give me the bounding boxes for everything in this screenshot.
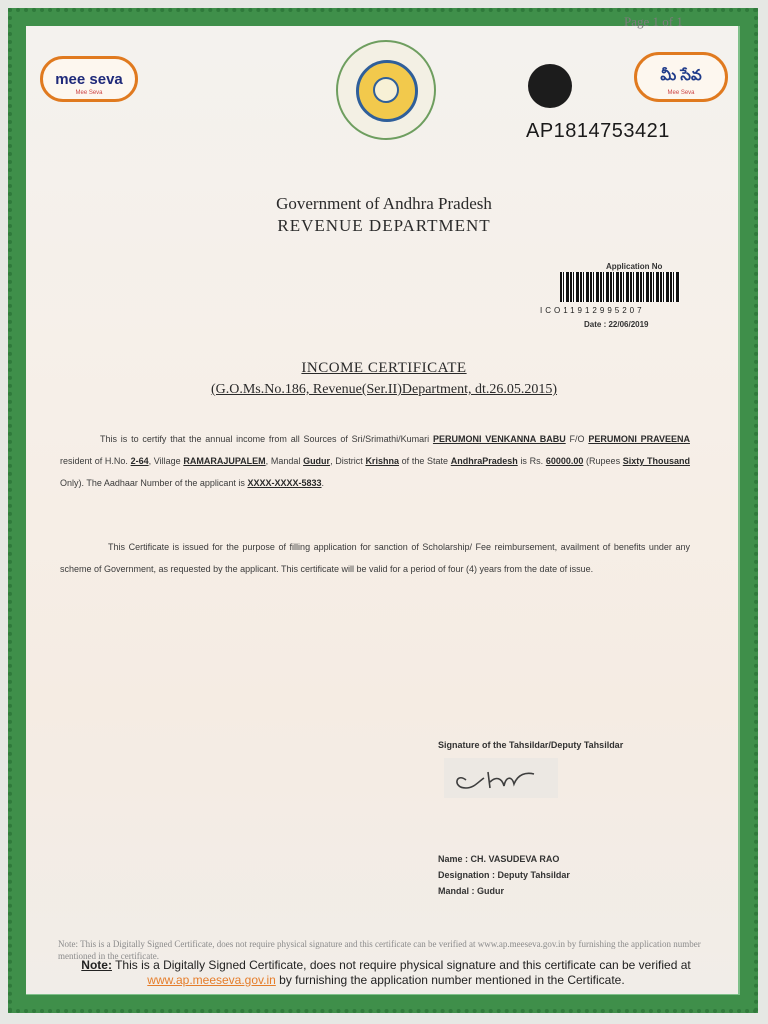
certificate-title: INCOME CERTIFICATE — [301, 360, 467, 376]
issue-date: Date : 22/06/2019 — [584, 320, 649, 329]
income-amount: 60000.00 — [545, 456, 584, 466]
andhra-pradesh-emblem-icon — [336, 40, 436, 140]
application-number: ICO11912995207 — [540, 306, 645, 315]
applicant-name: PERUMONI VENKANNA BABU — [432, 434, 566, 444]
income-amount-words: Sixty Thousand — [622, 456, 690, 466]
certificate-body-paragraph: This is to certify that the annual income from all Sources of Sri/Srimathi/Kumari PERUMONI VENKANNA BABU F/O PERUMONI PRAVEENA resident of H.No. 2-64, Village RAMARAJUPALEM, Mandal Gudur, District Krishna of the State AndhraPradesh is Rs. 60000.00 (Rupees Sixty Thousand Only). The Aadhaar Number of the applicant is XXXX-XXXX-5833. — [60, 434, 690, 488]
signatory-name: Name : CH. VASUDEVA RAO — [438, 854, 560, 864]
certificate-subtitle: (G.O.Ms.No.186, Revenue(Ser.II)Department, dt.26.05.2015) — [210, 382, 558, 397]
mee-seva-logo-right: మీ సేవ Mee Seva — [634, 52, 728, 102]
mandal-name: Gudur — [303, 456, 331, 466]
signatory-mandal: Mandal : Gudur — [438, 886, 504, 896]
certificate-purpose-paragraph: This Certificate is issued for the purpose of filling application for sanction of Scholarship/ Fee reimbursement, availment of benefits under any scheme of Government, as requested by the applicant. This certificate will be valid for a period of four (4) years from the date of issue. — [60, 542, 690, 574]
relation-name: PERUMONI PRAVEENA — [588, 434, 690, 444]
certificate-paper — [26, 26, 738, 994]
signatory-designation: Designation : Deputy Tahsildar — [438, 870, 570, 880]
government-title: Government of Andhra Pradesh — [276, 194, 492, 213]
signature-title: Signature of the Tahsildar/Deputy Tahsildar — [438, 740, 624, 750]
house-number: 2-64 — [130, 456, 149, 466]
department-title: REVENUE DEPARTMENT — [277, 216, 491, 235]
signature-image — [444, 758, 558, 798]
state-name: AndhraPradesh — [450, 456, 518, 466]
village-name: RAMARAJUPALEM — [183, 456, 266, 466]
verification-link[interactable]: www.ap.meeseva.gov.in — [147, 973, 276, 987]
aadhaar-number: XXXX-XXXX-5833 — [247, 478, 322, 488]
faint-footer-note: Note: This is a Digitally Signed Certificate, does not require physical signature and this certificate can be verified at www.ap.meeseva.gov.in by furnishing the application number mentioned in the certificate. — [58, 939, 701, 961]
application-label: Application No — [606, 262, 663, 271]
footer-note: Note: This is a Digitally Signed Certificate, does not require physical signature and this certificate can be verified at www.ap.meeseva.gov.in by furnishing the application number mentioned in the Certificate. — [81, 958, 691, 987]
certificate-number: AP1814753421 — [526, 120, 670, 142]
mee-seva-logo-left: mee seva Mee Seva — [40, 56, 138, 102]
page-number: Page 1 of 1 — [624, 14, 683, 29]
barcode — [560, 272, 680, 302]
photo-dot — [528, 64, 572, 108]
district-name: Krishna — [365, 456, 399, 466]
